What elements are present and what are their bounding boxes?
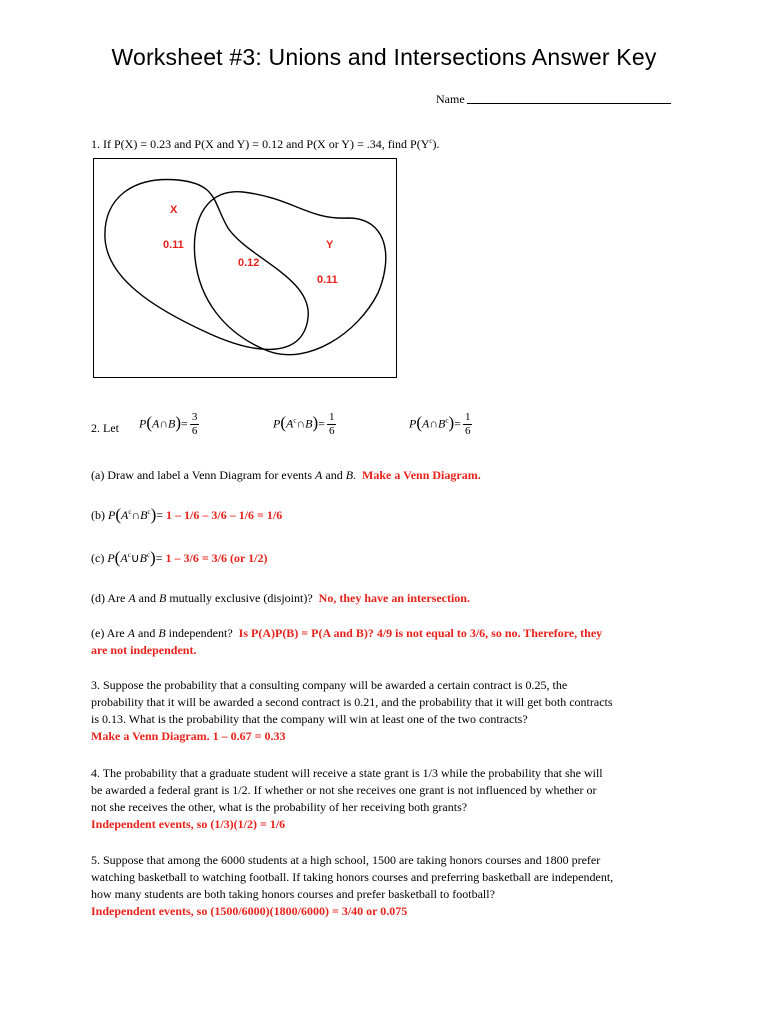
venn-label-x: X [170,204,178,216]
q3-line-3: is 0.13. What is the probability that the company will win at least one of the two contracts? [91,712,528,726]
question-4 [91,765,691,833]
q2-part-a: (a) Draw and label a Venn Diagram for events A and B. Make a Venn Diagram. [91,468,481,482]
fraction-2: $\frac{1}{6}$ [328,411,335,437]
name-label: Name [436,92,465,106]
q2-a-answer: Make a Venn Diagram. [362,468,481,482]
q4-line-1: 4. The probability that a graduate student will receive a state grant is 1/3 while the probability that she will [91,766,603,780]
q2-part-c: (c) $P(A^c\cup B^c)= 1 - 3/6 = 3/6$ (or 1/2) [91,548,268,567]
q1-text: 1. If P(X) = 0.23 and P(X and Y) = 0.12 and P(X or Y) = .34, find P(Y [91,137,430,151]
q4-answer: Independent events, so (1/3)(1/2) = 1/6 [91,817,286,831]
q5-line-2: watching basketball to watching football. If taking honors courses and preferring basketball are independent, [91,870,614,884]
q2-e-answer-line-2: are not independent. [91,643,197,657]
q2-given-3: $P(A\cap B^c)=$ $\frac{1}{6}$ [409,411,471,437]
name-field [436,92,671,107]
q3-line-1: 3. Suppose the probability that a consulting company will be awarded a certain contract is 0.25, the [91,678,568,692]
q4-line-2: be awarded a federal grant is 1/2. If whether or not she receives one grant is not influenced by whether or [91,783,597,797]
q2-given-1: P(A∩B)= $\frac{3}{6}$ [139,411,198,437]
name-underline [467,103,671,104]
q2-c-answer: 1 – 3/6 = 3/6 (or 1/2) [165,551,268,565]
question-1 [91,133,439,153]
question-5 [91,852,691,920]
q2-d-answer: No, they have an intersection. [318,591,470,605]
q5-line-1: 5. Suppose that among the 6000 students at a high school, 1500 are taking honors courses and 1800 prefer [91,853,601,867]
page-title: Worksheet #3: Unions and Intersections Answer Key [111,44,657,70]
q1-end: ). [432,137,440,151]
fraction-3: $\frac{1}{6}$ [464,411,471,437]
q2-b-answer: 1 – 1/6 – 3/6 – 1/6 = 1/6 [166,508,283,522]
venn-circle-y [194,192,385,355]
q2-part-d: (d) Are A and B mutually exclusive (disjoint)? No, they have an intersection. [91,591,470,605]
q2-given-2: $P(A^c\cap B)=$ $\frac{1}{6}$ [273,411,335,437]
q2-e-answer-line-1: Is P(A)P(B) = P(A and B)? 4/9 is not equal to 3/6, so no. Therefore, they [238,626,603,640]
question-3 [91,677,691,745]
venn-value-both: 0.12 [238,257,260,269]
q1-superscript: c [429,137,433,145]
q3-line-2: probability that it will be awarded a second contract is 0.21, and the probability that it will get both contracts [91,695,613,709]
q2-part-b: (b) $P(A^c\cap B^c)= 1 - 1/6 - 3/6 - 1/6 = 1/6$ [91,505,283,524]
q5-line-3: how many students are both taking honors courses and prefer basketball to football? [91,887,495,901]
fraction-1: $\frac{3}{6}$ [191,411,198,437]
q2-part-e: (e) Are A and B independent? Is P(A)P(B) = P(A and B)? 4/9 is not equal to 3/6, so no. Therefore, they are not independent. [91,626,603,657]
venn-value-only-y: 0.11 [317,274,338,286]
q5-answer: Independent events, so (1500/6000)(1800/6000) = 3/40 or 0.075 [91,904,408,918]
q3-answer: Make a Venn Diagram. 1 – 0.67 = 0.33 [91,729,286,743]
q4-line-3: not she receives the other, what is the probability of her receiving both grants? [91,800,468,814]
q2-let: 2. Let [91,421,119,435]
venn-value-only-x: 0.11 [163,239,184,251]
venn-label-y: Y [326,239,334,251]
